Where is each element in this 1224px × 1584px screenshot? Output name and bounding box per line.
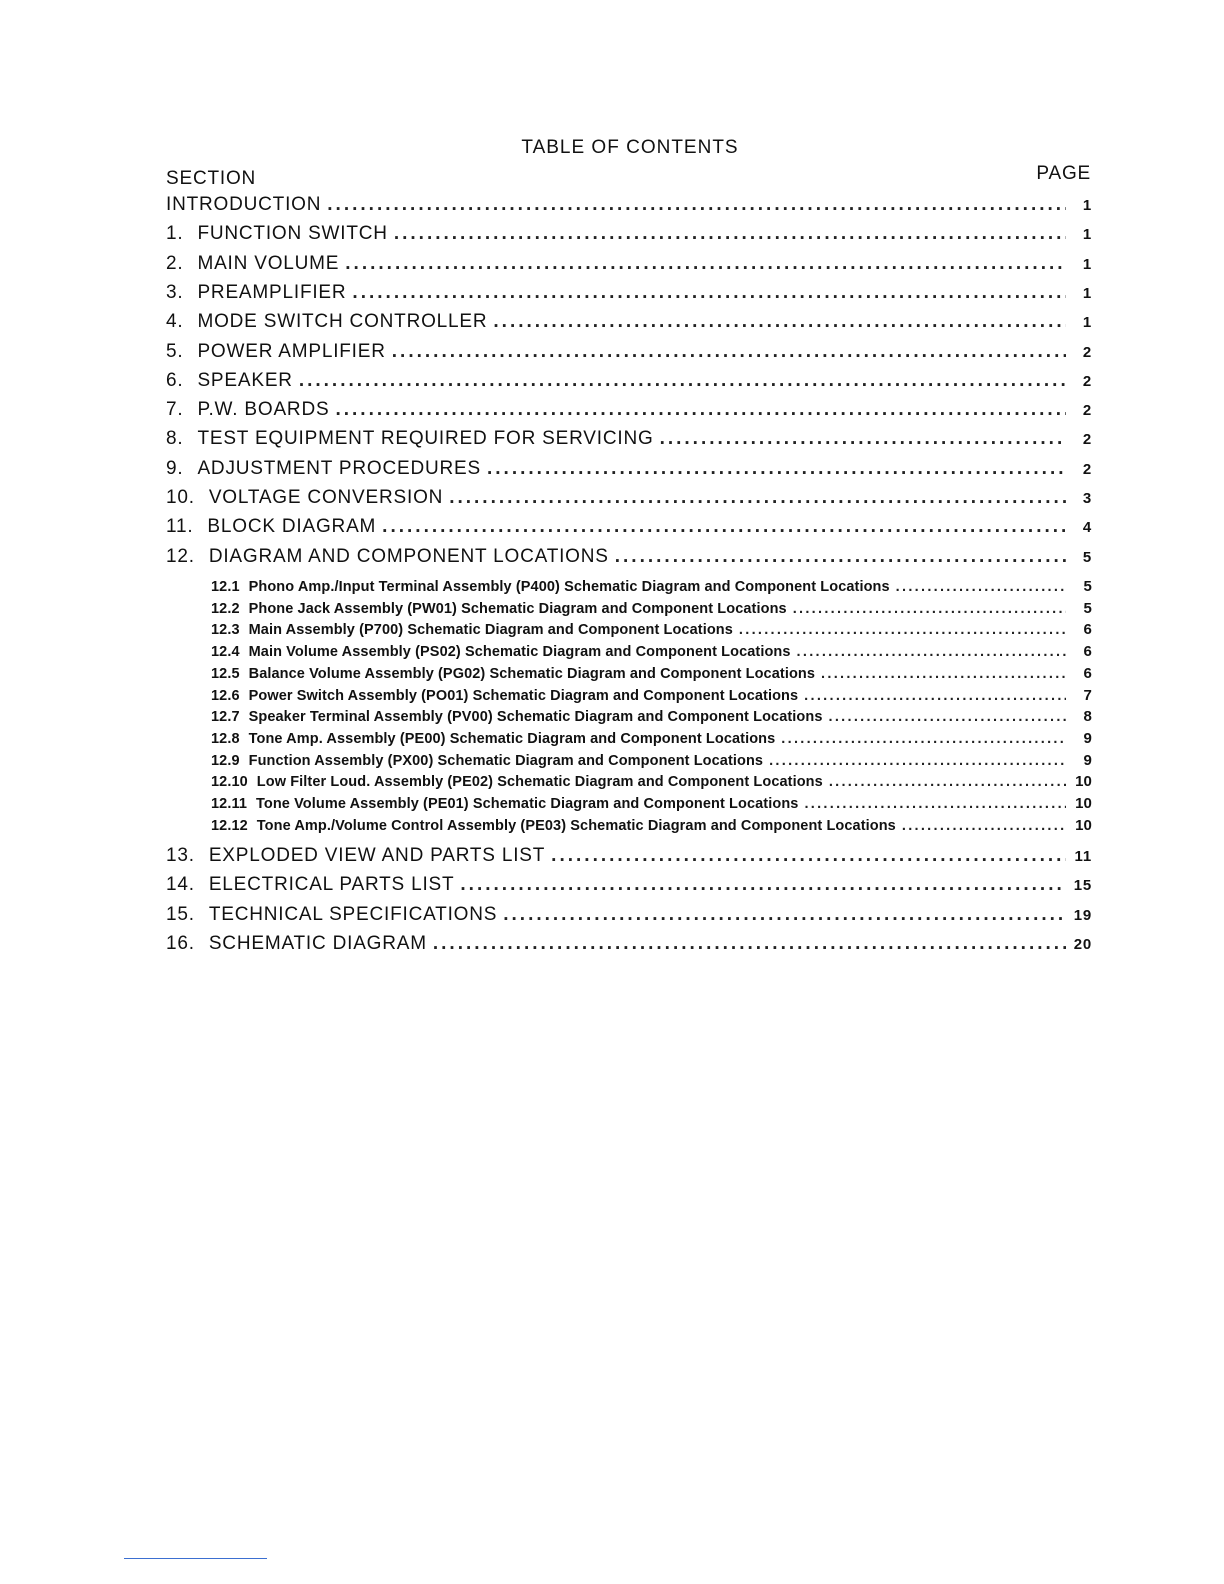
dot-leader xyxy=(382,516,1066,538)
toc-entry-title: Tone Volume Assembly (PE01) Schematic Diagram and Component Locations xyxy=(256,796,799,812)
toc-entry xyxy=(166,933,1092,957)
dot-leader xyxy=(327,194,1066,216)
toc-entry-title: BLOCK DIAGRAM xyxy=(207,516,377,538)
toc-entry xyxy=(166,341,1092,365)
toc-entry xyxy=(211,578,1092,596)
dot-leader xyxy=(345,253,1066,275)
toc-entry xyxy=(211,687,1092,705)
toc-entry-page: 7 xyxy=(1083,686,1092,704)
toc-entry-number: 12.7 xyxy=(211,709,240,726)
dot-leader xyxy=(299,370,1066,392)
toc-entry-page: 5 xyxy=(1083,599,1092,617)
toc-entry-number: 4. xyxy=(166,311,184,333)
toc-entry-page: 1 xyxy=(1082,197,1092,214)
toc-entry-title: FUNCTION SWITCH xyxy=(197,223,388,245)
toc-entry xyxy=(166,194,1092,218)
dot-leader xyxy=(335,399,1066,421)
dot-leader xyxy=(797,644,1066,660)
toc-entry-title: Function Assembly (PX00) Schematic Diagram and Component Locations xyxy=(248,752,764,769)
toc-entry-title: INTRODUCTION xyxy=(166,194,322,215)
toc-entry-page: 10 xyxy=(1075,816,1092,834)
toc-entry-title: PREAMPLIFIER xyxy=(197,281,347,303)
toc-entry-title: POWER AMPLIFIER xyxy=(197,340,386,362)
toc-entry-number: 13. xyxy=(166,845,195,866)
toc-entry xyxy=(166,487,1092,511)
toc-entry xyxy=(211,643,1092,661)
toc-entry-page: 2 xyxy=(1082,343,1092,361)
dot-leader xyxy=(503,904,1066,926)
toc-entry-page: 8 xyxy=(1083,708,1092,726)
toc-entry-title: Phono Amp./Input Terminal Assembly (P400) Schematic Diagram and Component Locations xyxy=(248,579,890,595)
toc-entry-title: TECHNICAL SPECIFICATIONS xyxy=(208,903,498,925)
toc-entry-title: P.W. BOARDS xyxy=(197,399,330,421)
toc-entry-number: 15. xyxy=(166,903,195,925)
toc-entry-title: Tone Amp./Volume Control Assembly (PE03) Schematic Diagram and Component Locations xyxy=(256,817,896,834)
dot-leader xyxy=(781,731,1066,747)
toc-entry-page: 4 xyxy=(1082,519,1092,537)
dot-leader xyxy=(460,874,1066,896)
dot-leader xyxy=(660,428,1066,450)
toc-entry-page: 10 xyxy=(1075,773,1092,791)
toc-entry xyxy=(166,546,1092,570)
toc-entry xyxy=(166,874,1092,898)
toc-entry-number: 12.2 xyxy=(211,600,240,617)
toc-entry-number: 9. xyxy=(166,457,184,479)
toc-entry-number: 11. xyxy=(166,516,194,538)
toc-entry-page: 19 xyxy=(1073,906,1092,924)
toc-entry-number: 16. xyxy=(166,932,195,954)
toc-entry-number: 12.3 xyxy=(211,622,240,639)
footnote-rule xyxy=(124,1558,267,1559)
toc-entry xyxy=(211,708,1092,726)
toc-entry-page: 6 xyxy=(1083,664,1092,682)
toc-entry-number: 12.5 xyxy=(211,665,240,682)
toc-entry-page: 2 xyxy=(1082,402,1092,420)
toc-entry-title: Main Assembly (P700) Schematic Diagram and Component Locations xyxy=(248,622,733,639)
dot-leader xyxy=(896,579,1066,595)
toc-entry-title: TEST EQUIPMENT REQUIRED FOR SERVICING xyxy=(197,428,654,450)
toc-entry-number: 8. xyxy=(166,428,184,450)
toc-entry xyxy=(211,730,1092,748)
toc-entry-number: 3. xyxy=(166,281,184,303)
toc-entry-page: 2 xyxy=(1082,372,1092,390)
dot-leader xyxy=(551,845,1066,867)
page-column-header: PAGE xyxy=(1036,163,1091,184)
toc-entry-number: 12.1 xyxy=(211,579,240,595)
toc-entry-page: 11 xyxy=(1074,848,1092,865)
dot-leader xyxy=(487,458,1066,480)
toc-entry xyxy=(166,311,1092,335)
toc-entry-number: 12.4 xyxy=(211,644,240,661)
toc-entry-page: 2 xyxy=(1082,460,1092,478)
dot-leader xyxy=(392,341,1066,363)
toc-entry-page: 10 xyxy=(1075,795,1092,812)
toc-entry xyxy=(211,621,1092,639)
toc-entry-title: MAIN VOLUME xyxy=(197,252,340,274)
toc-entry-number: 10. xyxy=(166,487,195,508)
toc-entry-number: 12.12 xyxy=(211,817,248,834)
toc-entry xyxy=(211,817,1092,835)
toc-entry xyxy=(166,845,1092,869)
toc-entry-title: Main Volume Assembly (PS02) Schematic Diagram and Component Locations xyxy=(248,644,791,661)
toc-entry-number: 6. xyxy=(166,369,184,391)
toc-entry-title: Balance Volume Assembly (PG02) Schematic Diagram and Component Locations xyxy=(248,665,816,682)
section-column-header: SECTION xyxy=(166,168,257,189)
toc-entry-number: 14. xyxy=(166,874,195,896)
toc-entry xyxy=(211,795,1092,813)
toc-entry-title: Tone Amp. Assembly (PE00) Schematic Diagram and Component Locations xyxy=(248,730,776,747)
toc-entry-title: ADJUSTMENT PROCEDURES xyxy=(197,457,481,479)
toc-entry-number: 12.6 xyxy=(211,687,240,704)
toc-entry-title: DIAGRAM AND COMPONENT LOCATIONS xyxy=(208,545,609,567)
dot-leader xyxy=(615,546,1066,568)
toc-entry xyxy=(166,399,1092,423)
toc-entry xyxy=(166,516,1092,540)
toc-entry-page: 6 xyxy=(1083,621,1092,639)
toc-entry xyxy=(166,904,1092,928)
toc-entry-number: 12. xyxy=(166,545,195,567)
toc-entry xyxy=(166,458,1092,482)
toc-entry-page: 3 xyxy=(1082,490,1092,507)
toc-entry xyxy=(166,282,1092,306)
toc-entry-number: 1. xyxy=(166,223,184,245)
toc-entry-page: 5 xyxy=(1082,548,1092,566)
toc-entry-title: EXPLODED VIEW AND PARTS LIST xyxy=(208,845,546,866)
dot-leader xyxy=(739,622,1066,638)
toc-entry xyxy=(211,665,1092,683)
toc-entry-page: 6 xyxy=(1083,643,1092,661)
dot-leader xyxy=(829,774,1066,790)
toc-entry-page: 1 xyxy=(1082,314,1092,332)
toc-entry-title: SPEAKER xyxy=(197,369,293,391)
dot-leader xyxy=(804,796,1066,812)
toc-entry xyxy=(166,223,1092,247)
dot-leader xyxy=(769,753,1066,769)
toc-entry-page: 1 xyxy=(1082,255,1092,273)
dot-leader xyxy=(829,709,1067,725)
dot-leader xyxy=(902,818,1066,834)
toc-entry-number: 12.10 xyxy=(211,774,248,791)
toc-entry xyxy=(211,773,1092,791)
toc-entry-title: Phone Jack Assembly (PW01) Schematic Diagram and Component Locations xyxy=(248,600,787,617)
toc-entry-title: Speaker Terminal Assembly (PV00) Schematic Diagram and Component Locations xyxy=(248,709,823,726)
toc-entry-title: Low Filter Loud. Assembly (PE02) Schematic Diagram and Component Locations xyxy=(256,774,823,791)
toc-entry-title: ELECTRICAL PARTS LIST xyxy=(208,874,455,896)
dot-leader xyxy=(821,666,1066,682)
toc-entry-title: SCHEMATIC DIAGRAM xyxy=(208,932,427,954)
toc-entry xyxy=(211,752,1092,770)
toc-entry-title: Power Switch Assembly (PO01) Schematic Diagram and Component Locations xyxy=(248,687,799,704)
toc-entry-number: 2. xyxy=(166,252,184,274)
toc-entry-title: VOLTAGE CONVERSION xyxy=(208,487,444,508)
toc-entry-title: MODE SWITCH CONTROLLER xyxy=(197,311,488,333)
toc-entry-number: 5. xyxy=(166,340,184,362)
toc-entry-number: 12.11 xyxy=(211,796,247,812)
toc-entry-number: 12.9 xyxy=(211,752,240,769)
toc-entry-page: 9 xyxy=(1083,751,1092,769)
toc-entry xyxy=(211,600,1092,618)
dot-leader xyxy=(449,487,1066,509)
dot-leader xyxy=(433,933,1066,955)
toc-entry-page: 2 xyxy=(1082,431,1092,449)
dot-leader xyxy=(493,311,1066,333)
page-title: TABLE OF CONTENTS xyxy=(521,137,739,158)
toc-entry-page: 1 xyxy=(1082,284,1092,302)
toc-entry xyxy=(166,253,1092,277)
dot-leader xyxy=(793,601,1066,617)
toc-entry-page: 5 xyxy=(1083,578,1092,595)
toc-entry xyxy=(166,428,1092,452)
toc-entry-number: 12.8 xyxy=(211,730,240,747)
dot-leader xyxy=(804,688,1066,704)
dot-leader xyxy=(394,223,1066,245)
dot-leader xyxy=(352,282,1066,304)
toc-entry-page: 9 xyxy=(1083,729,1092,747)
toc-entry-number: 7. xyxy=(166,399,184,421)
toc-entry xyxy=(166,370,1092,394)
toc-entry-page: 15 xyxy=(1073,877,1092,895)
toc-entry-page: 1 xyxy=(1082,226,1092,244)
toc-entry-page: 20 xyxy=(1073,935,1092,953)
